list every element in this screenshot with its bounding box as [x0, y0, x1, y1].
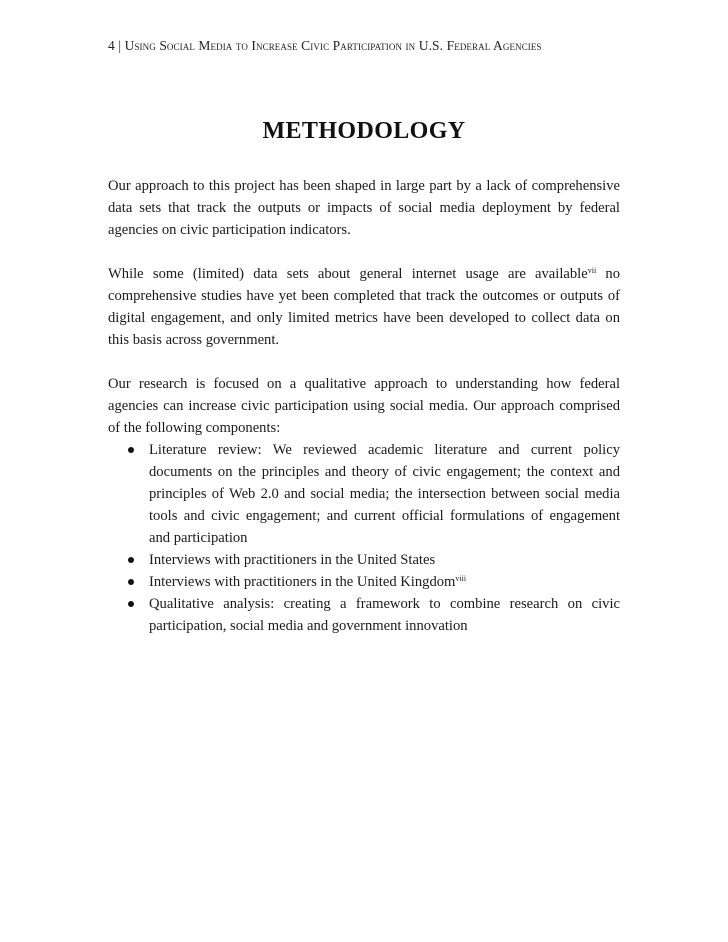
bullet-icon: [128, 579, 134, 585]
paragraph-approach: Our approach to this project has been shaped in large part by a lack of comprehensive data sets that track the outputs or impacts of social media deployment by federal agencies on civic participation indicators.: [108, 178, 620, 238]
list-item-text: Literature review: We reviewed academic literature and current policy documents on the principles and theory of civic engagement; the context and principles of Web 2.0 and social media; the intersection between social media tools and civic engagement; and current official formulations of engagement and participation: [149, 442, 620, 546]
paragraph-data-sets: [108, 263, 620, 351]
paragraph-research-focus: Our research is focused on a qualitative approach to understanding how federal agencies can increase civic participation using social media. Our approach comprised of the following components:: [108, 376, 620, 436]
list-item-uk-interviews: [108, 571, 620, 593]
section-body: [108, 175, 620, 637]
paragraph-data-sets-text-before: While some (limited) data sets about general internet usage are available: [108, 266, 588, 282]
running-header: 4 | Using Social Media to Increase Civic Participation in U.S. Federal Agencies: [108, 38, 542, 53]
bullet-icon: [128, 557, 134, 563]
endnote-ref-vii[interactable]: vii: [587, 266, 597, 275]
endnote-ref-viii[interactable]: viii: [455, 574, 467, 583]
list-item-qualitative-analysis: [108, 593, 620, 637]
list-item-us-interviews: [108, 549, 620, 571]
list-item-text: Qualitative analysis: creating a framework to combine research on civic participation, social media and government innovation: [149, 596, 620, 634]
components-list: [108, 439, 620, 637]
section-title: METHODOLOGY: [262, 118, 466, 144]
bullet-icon: [128, 447, 134, 453]
list-item-text: Interviews with practitioners in the United Kingdom: [149, 574, 456, 590]
list-item-text: Interviews with practitioners in the United States: [149, 552, 436, 568]
bullet-icon: [128, 601, 134, 607]
list-item-literature-review: [108, 439, 620, 549]
paragraph-data-sets-text-after: no comprehensive studies have yet been completed that track the outcomes or outputs of digital engagement, and only limited metrics have been developed to collect data on this basis across government.: [108, 266, 620, 348]
